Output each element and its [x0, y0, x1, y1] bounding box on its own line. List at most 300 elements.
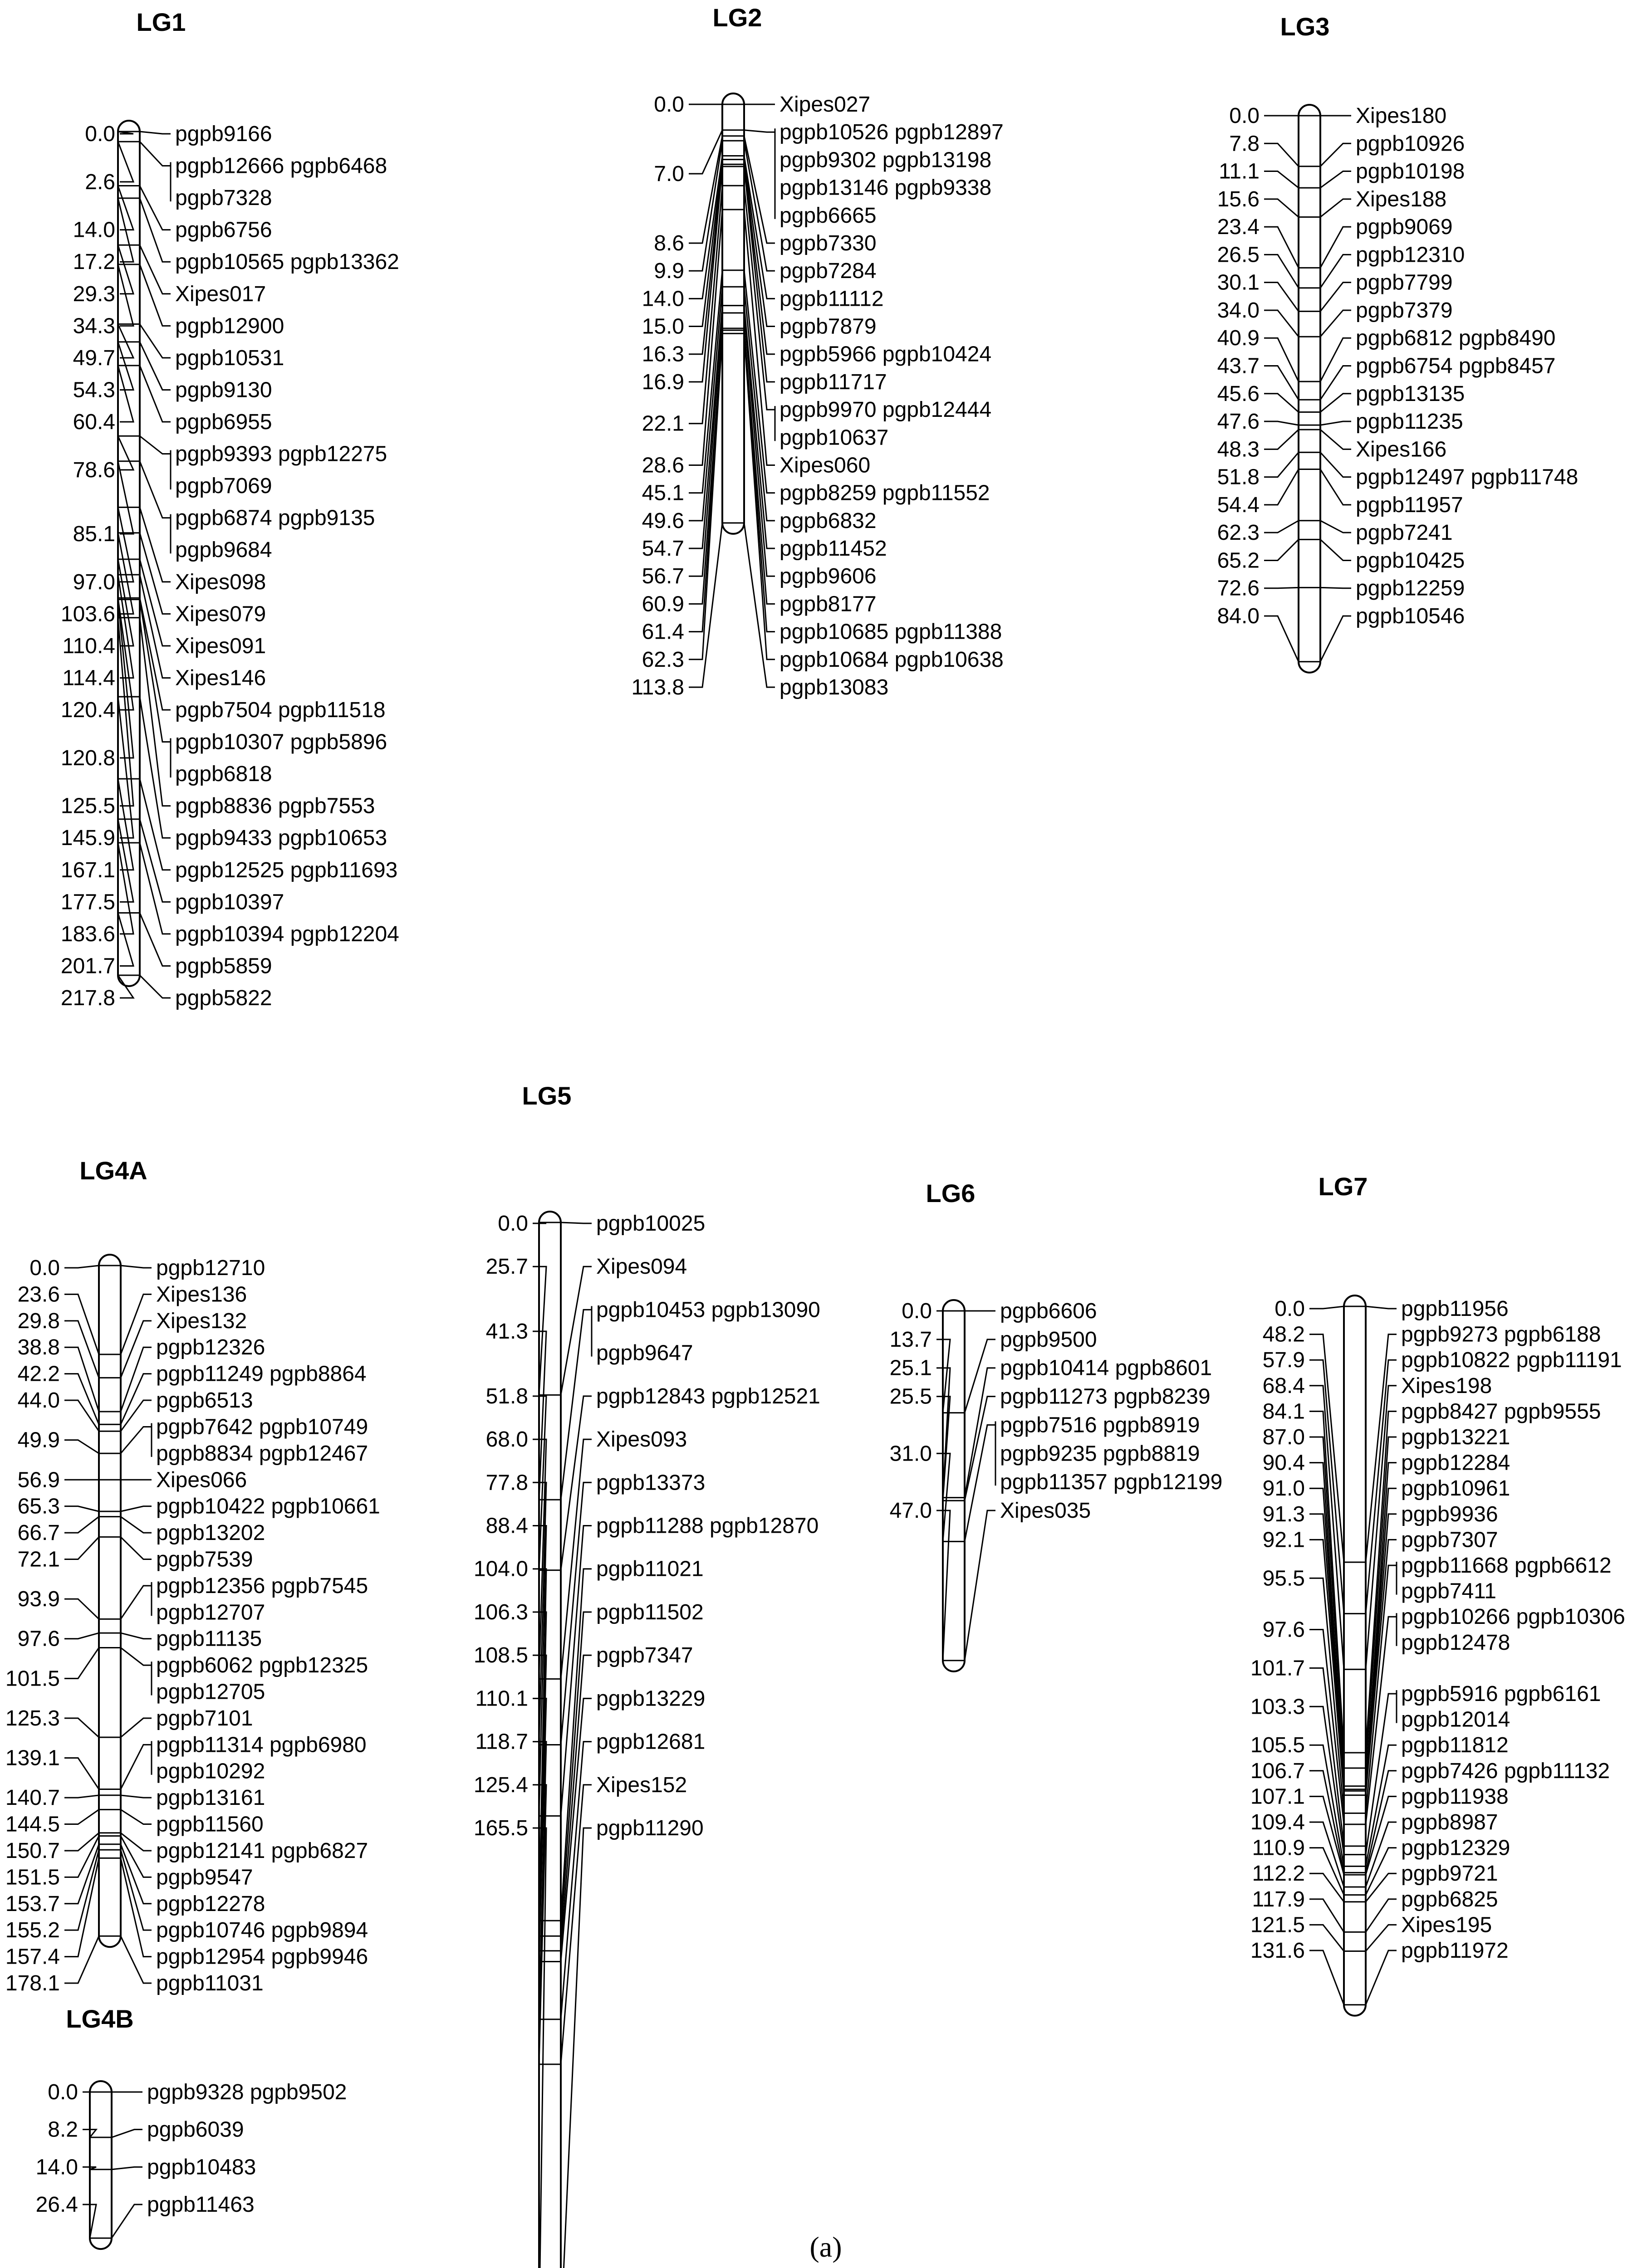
marker-label: pgpb12666 pgpb6468 — [175, 154, 387, 178]
marker-connector — [140, 245, 171, 294]
position-label: 34.3 — [73, 314, 115, 338]
marker-connector — [121, 1537, 152, 1559]
marker-label: pgpb11452 — [779, 537, 887, 561]
marker-connector — [121, 1506, 152, 1511]
linkage-group-title: LG4A — [79, 1156, 147, 1185]
marker-connector — [1320, 452, 1351, 477]
marker-label: pgpb12284 — [1401, 1451, 1510, 1475]
position-label: 120.4 — [60, 698, 115, 722]
marker-label: pgpb7379 — [1356, 298, 1453, 323]
marker-label: Xipes093 — [596, 1427, 687, 1452]
marker-label: Xipes017 — [175, 282, 266, 306]
linkage-group-title: LG4B — [66, 2004, 134, 2033]
position-label: 87.0 — [1262, 1425, 1305, 1449]
position-label: 25.5 — [889, 1384, 932, 1409]
marker-label: pgpb12141 pgpb6827 — [156, 1838, 368, 1863]
marker-connector — [121, 1633, 152, 1639]
marker-label: pgpb13161 — [156, 1786, 265, 1810]
position-connector — [1264, 338, 1299, 381]
position-label: 47.0 — [889, 1499, 932, 1523]
marker-label: pgpb9721 — [1401, 1862, 1498, 1886]
position-label: 51.8 — [1217, 465, 1260, 489]
position-connector — [1264, 521, 1299, 533]
marker-connector — [1366, 1306, 1397, 1309]
position-label: 8.6 — [654, 231, 684, 255]
marker-label: pgpb8836 pgpb7553 — [175, 794, 375, 818]
marker-label: pgpb11031 — [156, 1971, 264, 1995]
position-label: 117.9 — [1252, 1887, 1305, 1911]
marker-label: pgpb6606 — [1000, 1299, 1097, 1323]
marker-label: pgpb7879 — [779, 314, 877, 339]
position-label: 140.7 — [5, 1786, 60, 1810]
position-connector — [1309, 1306, 1344, 1309]
marker-label: pgpb7069 — [175, 474, 272, 499]
position-connector — [1264, 539, 1299, 560]
marker-label: pgpb12310 — [1356, 243, 1465, 267]
marker-connector — [121, 1266, 152, 1268]
position-label: 61.4 — [642, 620, 684, 644]
marker-connector — [1320, 143, 1351, 166]
position-label: 201.7 — [60, 954, 115, 978]
position-label: 0.0 — [654, 93, 684, 117]
position-connector — [1309, 1899, 1344, 1932]
position-connector — [1264, 283, 1299, 312]
position-label: 16.3 — [642, 342, 684, 367]
marker-label: pgpb9235 pgpb8819 — [1000, 1442, 1200, 1466]
position-label: 151.5 — [5, 1865, 60, 1890]
position-label: 31.0 — [889, 1442, 932, 1466]
marker-label: pgpb9273 pgpb6188 — [1401, 1322, 1601, 1347]
position-label: 40.9 — [1217, 326, 1260, 351]
linkage-group-title: LG5 — [522, 1081, 572, 1110]
marker-label: pgpb11956 — [1401, 1297, 1509, 1321]
marker-connector — [1320, 338, 1351, 381]
marker-label: pgpb9647 — [596, 1341, 693, 1365]
marker-label: pgpb9547 — [156, 1865, 253, 1890]
marker-connector — [121, 1833, 152, 1851]
marker-label: Xipes027 — [779, 93, 871, 117]
marker-connector — [1366, 1899, 1397, 1932]
position-label: 125.4 — [473, 1773, 528, 1797]
marker-label: pgpb9328 pgpb9502 — [147, 2080, 347, 2104]
marker-label: pgpb12710 — [156, 1256, 265, 1280]
position-label: 88.4 — [485, 1514, 528, 1538]
position-connector — [1309, 1873, 1344, 1902]
position-label: 92.1 — [1262, 1528, 1305, 1552]
marker-label: pgpb10531 — [175, 346, 284, 370]
position-label: 91.3 — [1262, 1502, 1305, 1526]
position-label: 110.4 — [62, 634, 115, 658]
position-label: 65.2 — [1217, 548, 1260, 573]
position-label: 49.6 — [642, 508, 684, 533]
marker-label: pgpb11112 — [779, 287, 884, 311]
marker-label: pgpb10453 pgpb13090 — [596, 1298, 820, 1322]
marker-connector — [112, 2130, 142, 2137]
position-label: 29.8 — [17, 1309, 60, 1333]
marker-connector — [121, 1844, 152, 1904]
marker-connector — [1320, 366, 1351, 400]
position-label: 68.0 — [485, 1427, 528, 1452]
marker-connector — [140, 697, 171, 838]
marker-label: pgpb9433 pgpb10653 — [175, 826, 387, 850]
marker-label: pgpb6812 pgpb8490 — [1356, 326, 1556, 351]
position-connector — [64, 1599, 99, 1619]
marker-label: pgpb11938 — [1401, 1784, 1509, 1809]
position-label: 106.3 — [473, 1600, 528, 1624]
marker-label: pgpb9302 pgpb13198 — [779, 148, 992, 172]
marker-label: pgpb13083 — [779, 675, 889, 699]
marker-label: pgpb7516 pgpb8919 — [1000, 1413, 1200, 1437]
marker-label: pgpb11972 — [1401, 1939, 1509, 1963]
position-label: 93.9 — [17, 1587, 60, 1612]
marker-connector — [965, 1510, 995, 1661]
marker-label: pgpb11290 — [596, 1816, 704, 1840]
position-label: 54.3 — [73, 378, 115, 402]
marker-label: pgpb10198 — [1356, 159, 1465, 184]
position-label: 0.0 — [1275, 1297, 1305, 1321]
position-label: 34.0 — [1217, 298, 1260, 323]
position-label: 66.7 — [17, 1521, 60, 1545]
marker-connector — [1366, 1925, 1397, 1951]
linkage-group-title: LG6 — [926, 1179, 976, 1207]
marker-label: pgpb12329 — [1401, 1836, 1510, 1860]
position-connector — [1264, 421, 1299, 425]
position-label: 84.0 — [1217, 604, 1260, 628]
marker-label: pgpb7307 — [1401, 1528, 1498, 1552]
position-label: 125.3 — [5, 1706, 60, 1730]
marker-label: Xipes094 — [596, 1255, 687, 1279]
marker-label: pgpb8259 pgpb11552 — [779, 481, 990, 505]
linkage-group-lg6 — [890, 1179, 1223, 1672]
marker-connector — [112, 2167, 142, 2169]
marker-connector — [1320, 171, 1351, 188]
position-label: 97.0 — [73, 570, 115, 594]
marker-label: pgpb8834 pgpb12467 — [156, 1441, 368, 1466]
marker-label: pgpb7642 pgpb10749 — [156, 1415, 368, 1439]
marker-connector — [140, 533, 171, 614]
marker-connector — [121, 1586, 152, 1619]
position-connector — [64, 1833, 99, 1851]
position-label: 65.3 — [17, 1494, 60, 1519]
marker-label: pgpb13373 — [596, 1471, 706, 1495]
marker-connector — [121, 1517, 152, 1533]
marker-label: pgpb11957 — [1356, 493, 1463, 517]
marker-label: pgpb12705 — [156, 1680, 265, 1704]
position-label: 2.6 — [85, 170, 115, 194]
position-label: 110.1 — [475, 1686, 528, 1711]
marker-label: pgpb5966 pgpb10424 — [779, 342, 992, 367]
marker-label: pgpb6832 — [779, 508, 877, 533]
marker-connector — [121, 1294, 152, 1354]
marker-label: pgpb5822 — [175, 986, 272, 1010]
position-label: 0.0 — [498, 1212, 528, 1236]
marker-label: pgpb11357 pgpb12199 — [1000, 1470, 1223, 1495]
position-connector — [1264, 469, 1299, 505]
marker-label: pgpb11717 — [779, 370, 887, 394]
position-label: 103.3 — [1250, 1695, 1305, 1719]
position-connector — [1264, 394, 1299, 412]
marker-label: pgpb10483 — [147, 2155, 256, 2180]
position-label: 44.0 — [17, 1388, 60, 1413]
position-label: 90.4 — [1262, 1451, 1305, 1475]
marker-label: pgpb10266 pgpb10306 — [1401, 1605, 1625, 1629]
marker-connector — [965, 1339, 995, 1413]
marker-label: pgpb10397 — [175, 890, 284, 914]
marker-label: pgpb8427 pgpb9555 — [1401, 1399, 1601, 1424]
position-label: 15.0 — [642, 314, 684, 339]
marker-label: pgpb12681 — [596, 1730, 706, 1754]
position-connector — [1264, 310, 1299, 337]
position-label: 17.2 — [73, 250, 115, 274]
position-label: 121.5 — [1250, 1913, 1305, 1937]
marker-label: pgpb6756 — [175, 218, 272, 242]
linkage-group-lg7 — [1250, 1172, 1625, 2016]
position-label: 155.2 — [5, 1918, 60, 1943]
marker-label: Xipes188 — [1356, 187, 1447, 211]
chromosome-bar — [1344, 1295, 1366, 2016]
marker-label: pgpb12497 pgpb11748 — [1356, 465, 1578, 489]
linkage-group-title: LG3 — [1280, 12, 1330, 41]
position-label: 56.7 — [642, 564, 684, 589]
position-label: 101.7 — [1250, 1656, 1305, 1681]
position-label: 0.0 — [902, 1299, 932, 1323]
marker-label: pgpb12326 — [156, 1335, 265, 1360]
position-label: 106.7 — [1250, 1759, 1305, 1783]
position-label: 150.7 — [5, 1838, 60, 1863]
position-label: 0.0 — [48, 2080, 78, 2104]
position-label: 57.9 — [1262, 1348, 1305, 1373]
linkage-group-lg2 — [631, 3, 1003, 699]
position-connector — [64, 1506, 99, 1511]
marker-connector — [140, 142, 171, 166]
marker-label: pgpb10292 — [156, 1759, 265, 1784]
position-label: 43.7 — [1217, 354, 1260, 378]
position-label: 8.2 — [48, 2117, 78, 2142]
marker-connector — [121, 1936, 152, 1983]
position-connector — [1264, 171, 1299, 188]
position-label: 23.6 — [17, 1282, 60, 1307]
linkage-group-lg4a — [5, 1156, 380, 1995]
marker-label: pgpb7101 — [156, 1706, 253, 1730]
position-label: 120.8 — [60, 746, 115, 770]
position-label: 51.8 — [485, 1384, 528, 1408]
marker-connector — [1320, 539, 1351, 560]
marker-label: pgpb10307 pgpb5896 — [175, 730, 387, 754]
position-label: 104.0 — [473, 1557, 528, 1581]
marker-label: pgpb12278 — [156, 1892, 265, 1916]
marker-label: pgpb6874 pgpb9135 — [175, 506, 375, 530]
position-label: 78.6 — [73, 458, 115, 482]
marker-label: pgpb10685 pgpb11388 — [779, 620, 1002, 644]
position-label: 107.1 — [1250, 1784, 1305, 1809]
marker-connector — [1320, 469, 1351, 505]
position-label: 217.8 — [60, 986, 115, 1010]
marker-connector — [965, 1425, 995, 1541]
position-label: 167.1 — [60, 858, 115, 882]
marker-label: pgpb10425 — [1356, 548, 1465, 573]
marker-label: pgpb6754 pgpb8457 — [1356, 354, 1556, 378]
marker-label: pgpb11560 — [156, 1812, 264, 1837]
marker-connector — [1320, 521, 1351, 533]
position-connector — [1264, 452, 1299, 477]
marker-label: Xipes198 — [1401, 1374, 1492, 1398]
chromosome-bar — [943, 1300, 965, 1672]
marker-label: pgpb7426 pgpb11132 — [1401, 1759, 1610, 1783]
position-connector — [64, 1718, 99, 1737]
marker-label: pgpb11273 pgpb8239 — [1000, 1384, 1211, 1409]
marker-connector — [1320, 394, 1351, 412]
marker-connector — [112, 2204, 142, 2238]
position-label: 49.9 — [17, 1428, 60, 1452]
position-connector — [689, 130, 722, 174]
position-label: 7.8 — [1229, 132, 1260, 156]
marker-label: pgpb10746 pgpb9894 — [156, 1918, 368, 1943]
marker-label: pgpb7330 — [779, 231, 877, 255]
position-label: 25.1 — [889, 1356, 932, 1380]
position-label: 95.5 — [1262, 1566, 1305, 1591]
marker-label: Xipes166 — [1356, 437, 1447, 462]
marker-label: pgpb11249 pgpb8864 — [156, 1362, 367, 1386]
position-label: 48.3 — [1217, 437, 1260, 462]
marker-label: pgpb5916 pgpb6161 — [1401, 1682, 1601, 1706]
position-label: 157.4 — [5, 1945, 60, 1969]
position-label: 28.6 — [642, 453, 684, 478]
marker-label: pgpb9936 — [1401, 1502, 1498, 1526]
position-label: 97.6 — [1262, 1618, 1305, 1642]
marker-label: pgpb10546 — [1356, 604, 1465, 628]
position-label: 60.4 — [73, 410, 115, 434]
marker-label: pgpb10926 — [1356, 132, 1465, 156]
marker-connector — [744, 330, 775, 632]
position-connector — [64, 1858, 99, 1956]
marker-connector — [1320, 283, 1351, 312]
position-connector — [64, 1347, 99, 1412]
position-label: 54.7 — [642, 537, 684, 561]
position-connector — [64, 1795, 99, 1798]
marker-label: pgpb8987 — [1401, 1810, 1498, 1834]
marker-label: pgpb9606 — [779, 564, 877, 589]
marker-label: pgpb7504 pgpb11518 — [175, 698, 386, 722]
marker-label: pgpb10025 — [596, 1212, 706, 1236]
marker-label: pgpb6513 — [156, 1388, 253, 1413]
marker-label: pgpb7328 — [175, 186, 272, 210]
linkage-group-lg3 — [1217, 12, 1578, 673]
position-label: 139.1 — [5, 1746, 60, 1770]
position-label: 30.1 — [1217, 270, 1260, 295]
marker-label: pgpb7411 — [1401, 1579, 1496, 1603]
marker-label: pgpb8177 — [779, 592, 877, 616]
marker-label: pgpb11135 — [156, 1627, 262, 1651]
position-connector — [533, 1222, 546, 1223]
position-connector — [64, 1936, 99, 1983]
marker-label: pgpb10684 pgpb10638 — [779, 647, 1004, 672]
linkage-group-lg1 — [61, 8, 399, 1010]
position-connector — [1264, 430, 1299, 449]
marker-label: pgpb10394 pgpb12204 — [175, 922, 399, 946]
linkage-group-title: LG1 — [136, 8, 186, 36]
marker-connector — [121, 1718, 152, 1737]
marker-connector — [121, 1347, 152, 1412]
marker-label: pgpb11235 — [1356, 410, 1463, 434]
marker-label: Xipes136 — [156, 1282, 247, 1307]
position-label: 125.5 — [60, 794, 115, 818]
marker-connector — [140, 843, 171, 934]
position-connector — [1309, 1925, 1344, 1951]
position-label: 144.5 — [5, 1812, 60, 1837]
position-connector — [1264, 587, 1299, 588]
position-label: 13.7 — [889, 1327, 932, 1352]
marker-label: pgpb12356 pgpb7545 — [156, 1574, 368, 1598]
marker-connector — [121, 1427, 152, 1453]
marker-connector — [121, 1745, 152, 1789]
marker-label: Xipes195 — [1401, 1913, 1492, 1937]
marker-label: pgpb5859 — [175, 954, 272, 978]
marker-connector — [744, 130, 775, 132]
marker-label: Xipes035 — [1000, 1499, 1091, 1523]
position-label: 112.2 — [1252, 1862, 1305, 1886]
position-label: 110.9 — [1252, 1836, 1305, 1860]
position-label: 56.9 — [17, 1468, 60, 1492]
marker-label: Xipes146 — [175, 666, 266, 690]
marker-connector — [1320, 430, 1351, 449]
marker-label: pgpb10961 — [1401, 1476, 1510, 1501]
marker-label: pgpb12843 pgpb12521 — [596, 1384, 820, 1408]
marker-label: pgpb11502 — [596, 1600, 704, 1624]
marker-label: pgpb6039 — [147, 2117, 244, 2142]
position-label: 45.1 — [642, 481, 684, 505]
position-connector — [64, 1633, 99, 1639]
position-label: 177.5 — [60, 890, 115, 914]
marker-label: pgpb10414 pgpb8601 — [1000, 1356, 1212, 1380]
position-label: 29.3 — [73, 282, 115, 306]
position-label: 48.2 — [1262, 1322, 1305, 1347]
position-label: 0.0 — [29, 1256, 60, 1280]
position-connector — [64, 1400, 99, 1431]
marker-label: pgpb10822 pgpb11191 — [1401, 1348, 1622, 1373]
marker-label: pgpb11288 pgpb12870 — [596, 1514, 819, 1538]
marker-label: pgpb6955 — [175, 410, 272, 434]
marker-label: pgpb7241 — [1356, 521, 1453, 545]
marker-label: Xipes180 — [1356, 104, 1447, 128]
position-label: 9.9 — [654, 259, 684, 284]
marker-connector — [140, 264, 171, 326]
marker-connector — [121, 1647, 152, 1665]
marker-connector — [1320, 421, 1351, 425]
position-label: 72.1 — [17, 1547, 60, 1572]
marker-label: pgpb9393 pgpb12275 — [175, 442, 387, 466]
marker-label: pgpb13221 — [1401, 1425, 1510, 1449]
position-label: 72.6 — [1217, 576, 1260, 601]
position-label: 14.0 — [73, 218, 115, 242]
marker-label: pgpb11021 — [596, 1557, 704, 1581]
position-connector — [1309, 1950, 1344, 2005]
marker-label: pgpb13135 — [1356, 381, 1465, 406]
position-connector — [64, 1440, 99, 1454]
marker-label: pgpb9166 — [175, 122, 272, 146]
position-label: 7.0 — [654, 161, 684, 186]
marker-label: pgpb9130 — [175, 378, 272, 402]
position-connector — [1264, 199, 1299, 217]
position-label: 11.1 — [1219, 159, 1260, 184]
marker-connector — [140, 461, 171, 518]
position-label: 14.0 — [642, 287, 684, 311]
position-connector — [1264, 616, 1299, 662]
marker-connector — [121, 1795, 152, 1798]
position-label: 108.5 — [473, 1643, 528, 1668]
position-label: 16.9 — [642, 370, 684, 394]
marker-label: Xipes132 — [156, 1309, 247, 1333]
marker-label: Xipes060 — [779, 453, 871, 478]
